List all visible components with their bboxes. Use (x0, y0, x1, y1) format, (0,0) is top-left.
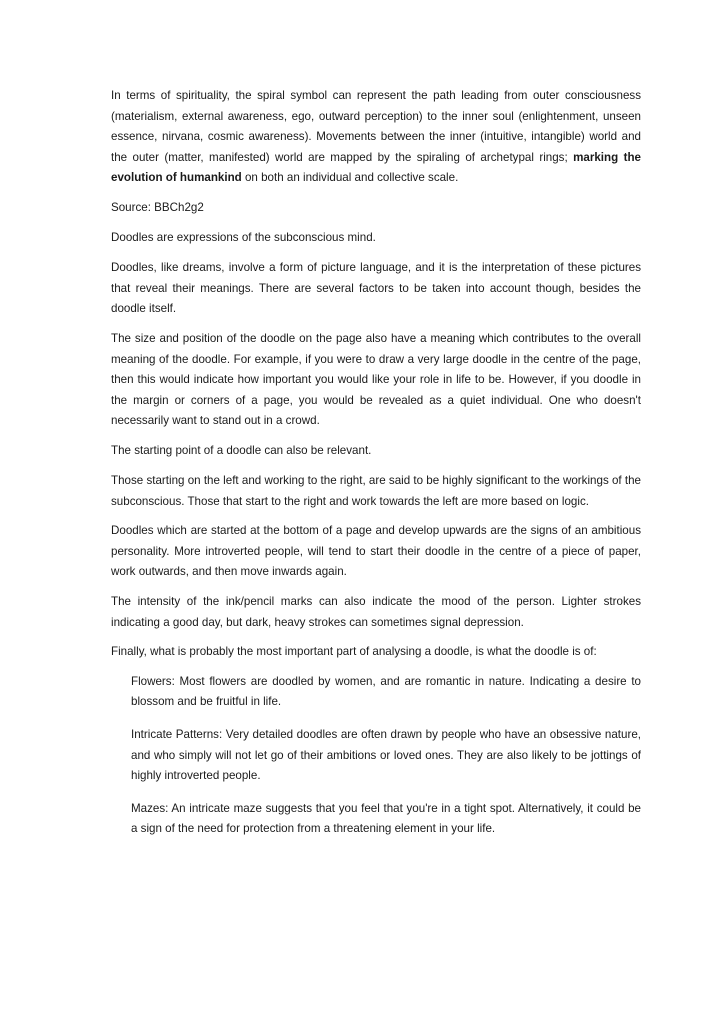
paragraph-starting-point: The starting point of a doodle can also be relevant. (111, 443, 372, 457)
intro-text: In terms of spirituality, the spiral symbol can represent the path leading from outer consciousness (materialism, external awareness, ego, outward perception) to the inner soul (enlightenment, unseen essence, nirvana, cosmic awareness). Movements between the inner (intuitive, intangible) world and the outer (matter, manifested) world are mapped by the spiraling of archetypal rings; (111, 89, 641, 164)
paragraph-bottom-up: Doodles which are started at the bottom of a page and develop upwards are the signs of an ambitious personality. More introverted people, will tend to start their doodle in the centre of a piece of paper, work outwards, and then move inwards again. (111, 524, 641, 579)
list-item-flowers: Flowers: Most flowers are doodled by women, and are romantic in nature. Indicating a desire to blossom and be fruitful in life. (131, 674, 641, 709)
doodle-types-list (111, 672, 641, 840)
paragraph-size-position: The size and position of the doodle on the page also have a meaning which contributes to the overall meaning of the doodle. For example, if you were to draw a very large doodle in the centre of the page, then this would indicate how important you would like your role in life to be. However, if you doodle in the margin or corners of a page, you would be revealed as a quiet individual. One who doesn't necessarily want to stand out in a crowd. (111, 331, 641, 428)
list-item-mazes: Mazes: An intricate maze suggests that you feel that you're in a tight spot. Alternatively, it could be a sign of the need for protection from a threatening element in your life. (131, 801, 641, 836)
document-page (111, 86, 641, 852)
intro-text-end: on both an individual and collective scale. (241, 171, 459, 185)
intro-bold-phrase: marking the evolution of humankind (111, 150, 641, 185)
paragraph-left-right: Those starting on the left and working to the right, are said to be highly significant to the workings of the subconscious. Those that start to the right and work towards the left are more based on logic. (111, 474, 641, 508)
paragraph-picture-language: Doodles, like dreams, involve a form of picture language, and it is the interpretation of these pictures that reveal their meanings. There are several factors to be taken into account though, besides the doodle itself. (111, 261, 641, 316)
source-line: Source: BBCh2g2 (111, 200, 204, 214)
list-item-intricate-patterns: Intricate Patterns: Very detailed doodles are often drawn by people who have an obsessive nature, and who simply will not let go of their ambitions or loved ones. They are also likely to be jottings of highly introverted people. (131, 727, 641, 783)
paragraph-finally: Finally, what is probably the most important part of analysing a doodle, is what the doodle is of: (111, 645, 597, 659)
intro-paragraph (111, 86, 641, 189)
paragraph-subconscious: Doodles are expressions of the subconscious mind. (111, 231, 376, 245)
paragraph-intensity: The intensity of the ink/pencil marks can also indicate the mood of the person. Lighter strokes indicating a good day, but dark, heavy strokes can sometimes signal depression. (111, 594, 641, 629)
